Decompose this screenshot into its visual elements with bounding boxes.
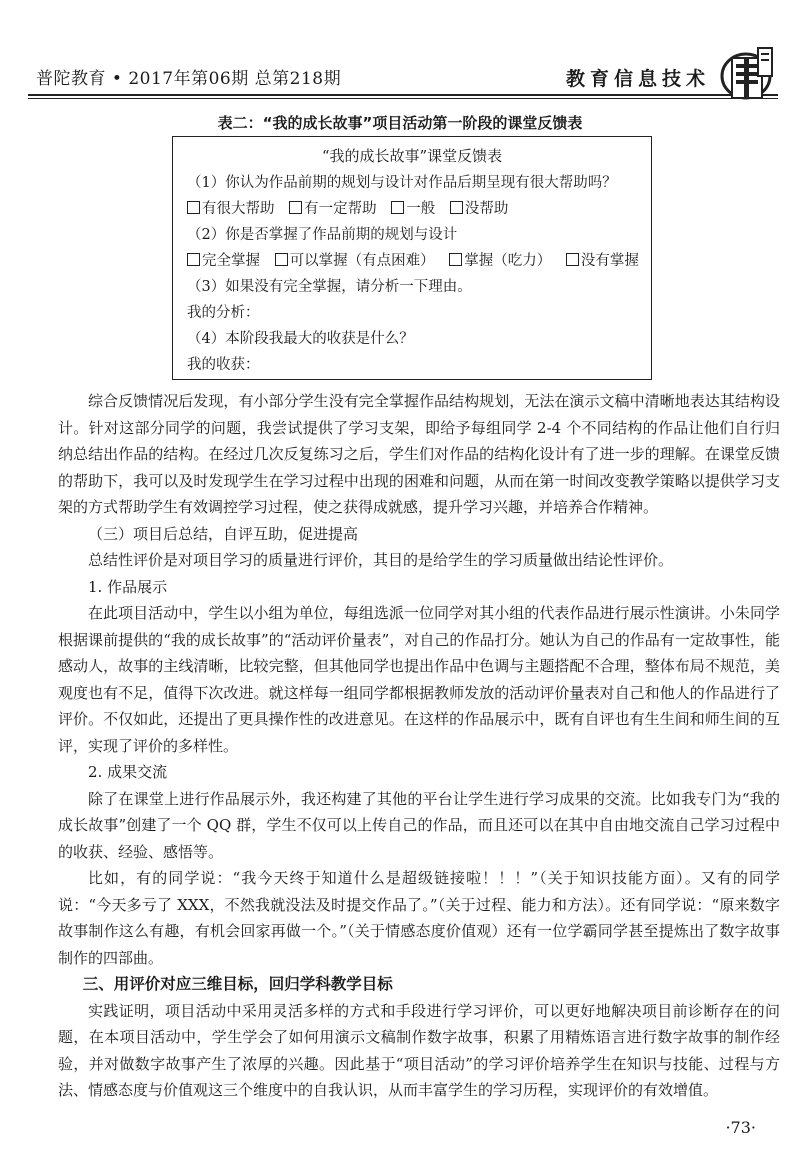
option[interactable]: 有很大帮助 [187,197,275,218]
option[interactable]: 掌握（吃力） [449,249,551,270]
question-4: （4）本阶段我最大的收获是什么？ [187,331,414,347]
checkbox-icon[interactable] [187,253,200,266]
harvest-label: 我的收获： [187,357,260,373]
option[interactable]: 没帮助 [450,197,509,218]
item-heading: 2. 成果交流 [88,763,168,781]
table-caption: 表二：“我的成长故事”项目活动第一阶段的课堂反馈表 [217,114,583,132]
question-3: （3）如果没有完全掌握，请分析一下理由。 [187,279,472,295]
form-title: “我的成长故事”课堂反馈表 [321,147,503,165]
journal-issue-info: 普陀教育 • 2017年第06期 总第218期 [36,69,342,89]
question-2-options [187,249,649,270]
option[interactable]: 一般 [391,197,435,218]
feedback-form [172,136,652,380]
paragraph: 综合反馈情况后发现，有小部分学生没有完全掌握作品结构规划，无法在演示文稿中清晰地表达其结构设计。针对这部分同学的问题，我尝试提供了学习支架，即给予每组同学 2-4 个不同结构的作品让他们自行归纳总结出作品的结构。在经过几次反复练习之后，学生们对作品的结构化设计有了进一步的理解。在课堂反馈的帮助下，我可以及时发现学生在学习过程中出现的困难和问题，从而在第一时间改变教学策略以提供学习支架的方式帮助学生有效调控学习过程，使之获得成就感，提升学习兴趣，并培养合作精神。 [58,392,780,516]
item-heading: 1. 作品展示 [88,577,168,596]
option[interactable]: 有一定帮助 [289,197,377,218]
paragraph: 在此项目活动中，学生以小组为单位，每组选派一位同学对其小组的代表作品进行展示性演讲。小朱同学根据课前提供的“我的成长故事”的“活动评价量表”，对自己的作品打分。她认为自己的作品有一定故事性，能感动人，故事的主线清晰，比较完整，但其他同学也提出作品中色调与主题搭配不合理，整体布局不规范，美观度也有不足，值得下次改进。就这样每一组同学都根据教师发放的活动评价量表对自己和他人的作品进行了评价。不仅如此，还提出了更具操作性的改进意见。在这样的作品展示中，既有自评也有生生间和师生间的互评，实现了评价的多样性。 [58,604,780,755]
subsection-heading: （三）项目后总结，自评互助，促进提高 [88,524,359,543]
journal-logo-icon [718,34,778,104]
paragraph: 比如，有的同学说：“我今天终于知道什么是超级链接啦！！！”（关于知识技能方面）。又有的同学说：“今天多亏了 XXX，不然我就没法及时提交作品了。”（关于过程、能力和方法）。还有同学说：“原来数字故事制作这么有趣，有机会回家再做一个。”（关于情感态度价值观）还有一位学霸同学甚至提炼出了数字故事制作的四部曲。 [58,869,780,967]
checkbox-icon[interactable] [450,201,463,214]
column-title: 教育信息技术 [565,68,710,90]
section-heading: 三、用评价对应三维目标，回归学科教学目标 [82,975,393,993]
page-header [28,34,778,104]
checkbox-icon[interactable] [275,253,288,266]
checkbox-icon[interactable] [187,201,200,214]
article-body [58,388,780,1104]
header-rule [28,94,778,96]
option[interactable]: 没有掌握 [566,249,639,270]
option[interactable]: 完全掌握 [187,249,260,270]
question-1: （1）你认为作品前期的规划与设计对作品后期呈现有很大帮助吗？ [187,175,617,191]
paragraph: 除了在课堂上进行作品展示外，我还构建了其他的平台让学生进行学习成果的交流。比如我专门为“我的成长故事”创建了一个 QQ 群，学生不仅可以上传自己的作品，而且还可以在其中自由地交流自己学习过程中的收获、经验、感悟等。 [58,789,780,861]
checkbox-icon[interactable] [289,201,302,214]
checkbox-icon[interactable] [391,201,404,214]
paragraph: 实践证明，项目活动中采用灵活多样的方式和手段进行学习评价，可以更好地解决项目前诊断存在的问题，在本项目活动中，学生学会了如何用演示文稿制作数字故事，积累了用精炼语言进行数字故事的制作经验，并对做数字故事产生了浓厚的兴趣。因此基于“项目活动”的学习评价培养学生在知识与技能、过程与方法、情感态度与价值观这三个维度中的自我认识，从而丰富学生的学习历程，实现评价的有效增值。 [58,1001,780,1099]
question-1-options [187,197,518,218]
analysis-label: 我的分析： [187,305,260,321]
question-2: （2）你是否掌握了作品前期的规划与设计 [187,227,458,243]
option[interactable]: 可以掌握（有点困难） [275,249,435,270]
checkbox-icon[interactable] [566,253,579,266]
checkbox-icon[interactable] [449,253,462,266]
header-rule-thin [28,98,778,99]
page-number: ·73· [725,1118,756,1137]
paragraph: 总结性评价是对项目学习的质量进行评价，其目的是给学生的学习质量做出结论性评价。 [88,551,674,569]
